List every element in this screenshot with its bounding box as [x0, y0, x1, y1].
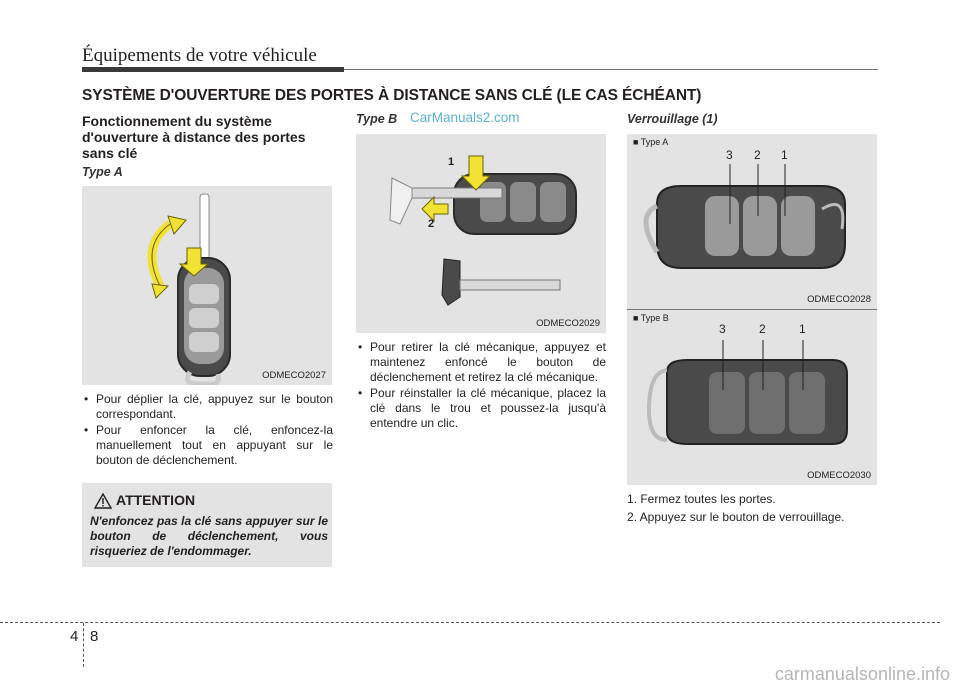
figure-code: ODMECO2028 [807, 294, 871, 305]
fob-type-b-illustration [627, 310, 877, 485]
heading-line: Fonctionnement du système [82, 113, 272, 129]
key-fob-illustration [82, 186, 332, 385]
fob-type-a-illustration [627, 134, 877, 309]
footer-rule [0, 622, 940, 623]
chapter-title: Équipements de votre véhicule [82, 45, 317, 66]
heading-line: d'ouverture à distance des portes [82, 129, 306, 145]
list-item: 2. Appuyez sur le bouton de verrouillage. [627, 510, 845, 524]
attention-title: ATTENTION [116, 492, 196, 508]
figure-key-type-b [356, 134, 606, 333]
figure-lock-type-b [627, 310, 877, 485]
figure-code: ODMECO2027 [262, 370, 326, 381]
callout-2: 2 [428, 218, 435, 230]
key-removal-illustration [356, 134, 606, 333]
figure-lock-type-a [627, 134, 877, 309]
header-rule [344, 69, 878, 70]
site-watermark: carmanualsonline.info [774, 664, 950, 684]
page-separator [83, 623, 84, 667]
steps-list [627, 490, 877, 526]
callout-2: 2 [754, 148, 761, 162]
attention-text: N'enfoncez pas la clé sans appuyer sur le bouton de déclenchement, vous risqueriez de l'endommager. [90, 514, 328, 558]
page-chapter: 4 [70, 628, 79, 645]
type-b-label: Type B [356, 112, 398, 126]
section-title: SYSTÈME D'OUVERTURE DES PORTES À DISTANCE SANS CLÉ (LE CAS ÉCHÉANT) [82, 87, 702, 104]
bullet-list [82, 392, 333, 469]
type-a-label: Type A [82, 165, 123, 179]
figure-code: ODMECO2029 [536, 318, 600, 329]
subsection-heading [82, 113, 337, 161]
figure-key-type-a [82, 186, 332, 385]
list-item: • Pour enfoncer la clé, enfoncez-la manuellement tout en appuyant sur le bouton de déclenchement. [82, 423, 333, 468]
callout-3: 3 [719, 322, 726, 336]
figure-code: ODMECO2030 [807, 470, 871, 481]
callout-1: 1 [799, 322, 806, 336]
heading-line: sans clé [82, 145, 138, 161]
warning-icon [94, 493, 112, 509]
watermark: CarManuals2.com [410, 110, 520, 125]
callout-2: 2 [759, 322, 766, 336]
list-item: • Pour réinstaller la clé mécanique, placez la clé dans le trou et poussez-la jusqu'à entendre un clic. [356, 386, 606, 431]
list-item: • Pour retirer la clé mécanique, appuyez et maintenez enfoncé le bouton de déclenchement et retirez la clé mécanique. [356, 340, 606, 385]
type-b-caption: ■ Type B [633, 313, 669, 323]
callout-3: 3 [726, 148, 733, 162]
page-number: 8 [90, 628, 99, 645]
type-a-caption: ■ Type A [633, 137, 669, 147]
list-item: 1. Fermez toutes les portes. [627, 492, 776, 506]
list-item: • Pour déplier la clé, appuyez sur le bouton correspondant. [82, 392, 333, 422]
attention-box [82, 483, 332, 567]
callout-1: 1 [781, 148, 788, 162]
locking-heading: Verrouillage (1) [627, 112, 718, 126]
bullet-list [356, 340, 606, 432]
chapter-bar [82, 67, 344, 72]
callout-1: 1 [448, 156, 455, 168]
